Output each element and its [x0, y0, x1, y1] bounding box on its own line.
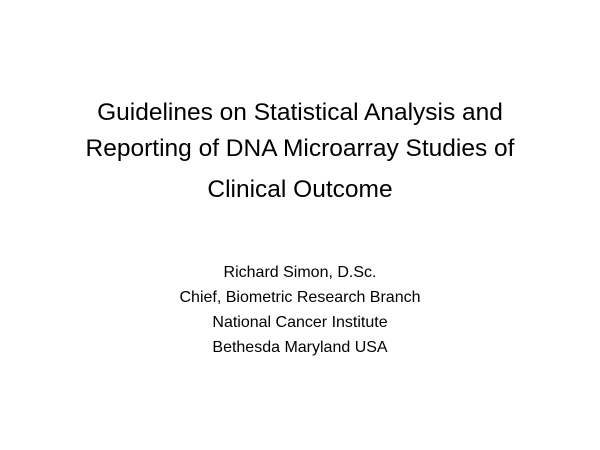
author-name: Richard Simon, D.Sc.	[223, 264, 377, 281]
title-line: Reporting of DNA Microarray Studies of	[85, 135, 515, 162]
title-line: Clinical Outcome	[207, 176, 393, 203]
author-position: Chief, Biometric Research Branch	[179, 289, 421, 306]
author-institution: National Cancer Institute	[212, 314, 388, 331]
title-line: Guidelines on Statistical Analysis and	[97, 99, 503, 126]
author-location: Bethesda Maryland USA	[212, 339, 388, 356]
